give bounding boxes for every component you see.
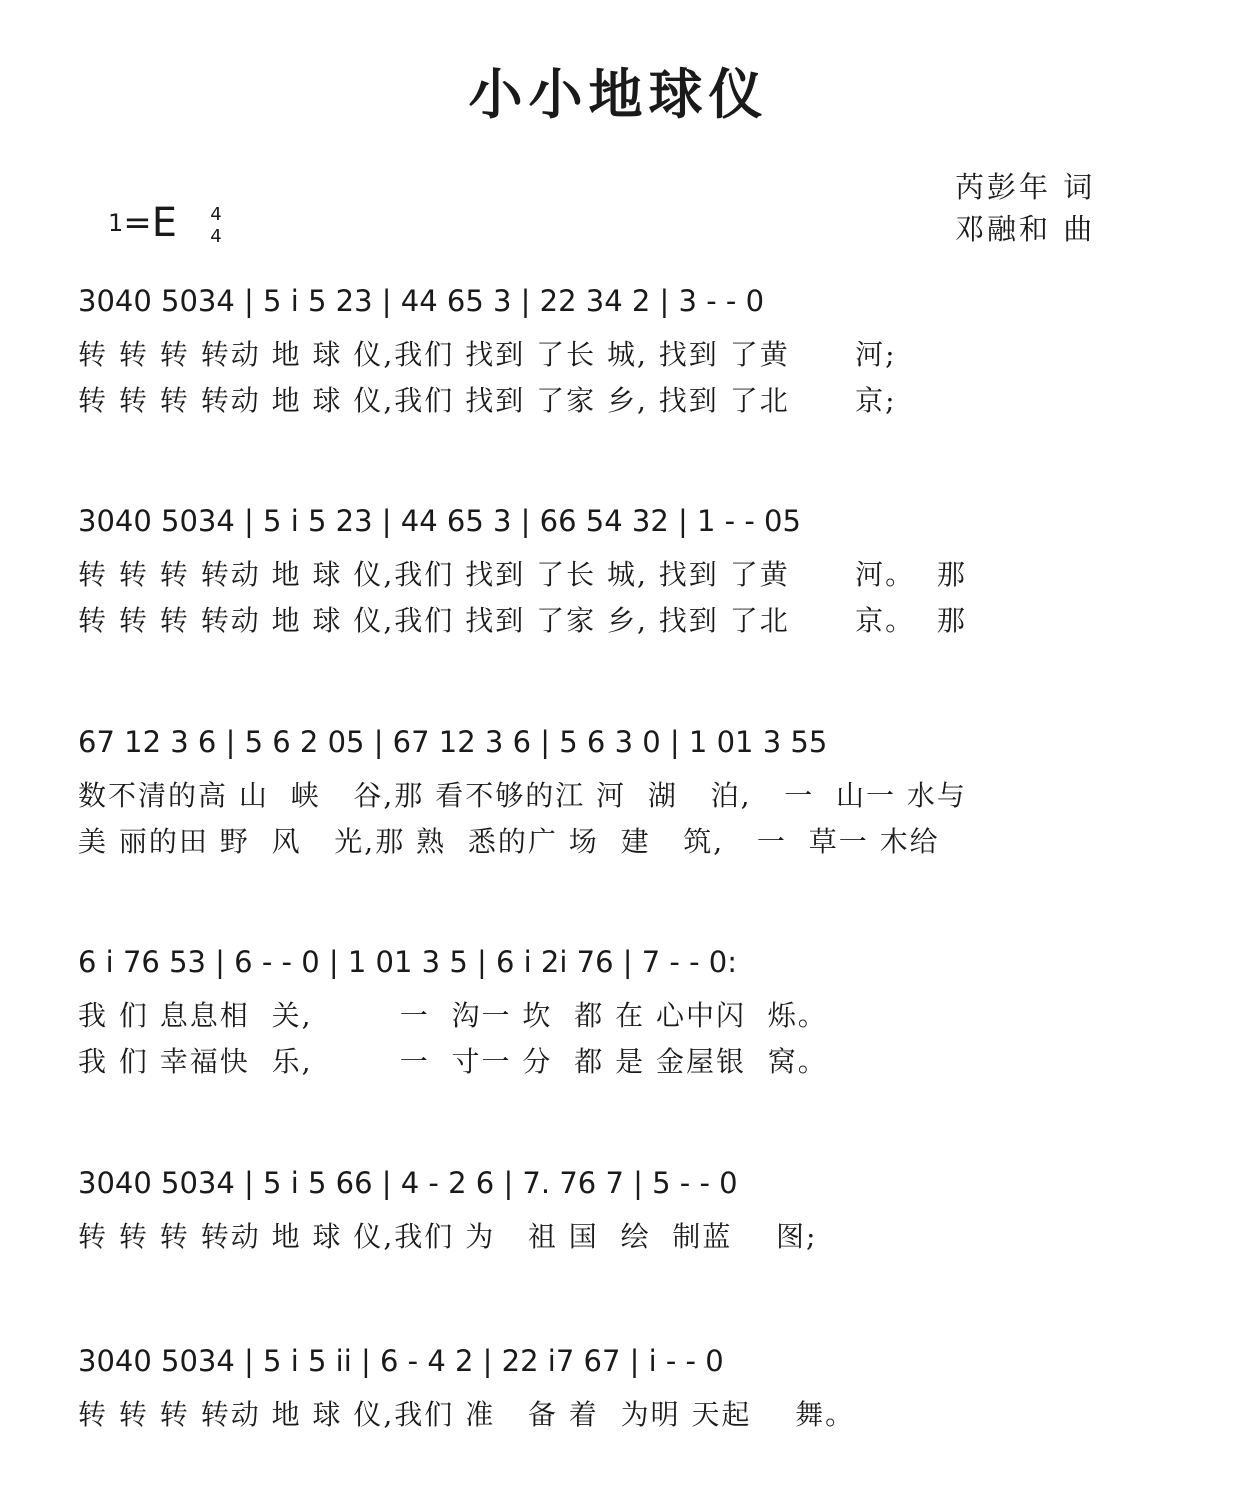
lyric-line-2: 美 丽的田 野 风 光,那 熟 悉的广 场 建 筑, 一 草一 木给 [78,825,940,858]
notation-line: 6 i 76 53 | 6 - - 0 | 1 01 3 5 | 6 i 2i 76 | 7 - - 0: [78,945,738,979]
lyric-line-2: 我 们 幸福快 乐, 一 寸一 分 都 是 金屋银 窝。 [78,1045,828,1078]
music-system-3 [78,711,1158,865]
lyric-line-2: 转 转 转 转动 地 球 仪,我们 找到 了家 乡, 找到 了北 京。 那 [78,604,967,637]
lyric-line-1: 转 转 转 转动 地 球 仪,我们 为 祖 国 绘 制蓝 图; [78,1220,818,1253]
notation-line: 3040 5034 | 5 i 5 ii | 6 - 4 2 | 22 i7 67 | i - - 0 [78,1344,724,1378]
music-system-1 [78,270,1158,424]
credits [955,166,1095,250]
time-bottom: 4 [210,226,222,247]
lyric-line-1: 数不清的高 山 峡 谷,那 看不够的江 河 湖 泊, 一 山一 水与 [78,779,967,812]
music-system-5 [78,1152,1158,1260]
notation-line: 3040 5034 | 5 i 5 66 | 4 - 2 6 | 7. 76 7 | 5 - - 0 [78,1166,738,1200]
lyricist-credit: 芮彭年 词 [955,170,1096,204]
lyric-line-2: 转 转 转 转动 地 球 仪,我们 找到 了家 乡, 找到 了北 京; [78,384,897,417]
time-signature [207,204,225,248]
music-system-2 [78,490,1158,644]
key-letter: E [151,200,178,246]
time-top: 4 [210,204,222,225]
key-signature [108,200,177,246]
lyric-line-1: 转 转 转 转动 地 球 仪,我们 找到 了长 城, 找到 了黄 河。 那 [78,558,967,591]
music-system-4 [78,931,1158,1085]
composer-credit: 邓融和 曲 [955,212,1096,246]
song-title: 小小地球仪 [468,62,769,126]
lyric-line-1: 转 转 转 转动 地 球 仪,我们 准 备 着 为明 天起 舞。 [78,1398,856,1431]
key-one: 1 [108,209,124,237]
notation-line: 3040 5034 | 5 i 5 23 | 44 65 3 | 22 34 2 | 3 - - 0 [78,284,765,318]
music-system-6 [78,1330,1158,1438]
lyric-line-1: 我 们 息息相 关, 一 沟一 坎 都 在 心中闪 烁。 [78,999,828,1032]
key-equals: = [123,203,152,243]
notation-line: 67 12 3 6 | 5 6 2 05 | 67 12 3 6 | 5 6 3 0 | 1 01 3 55 [78,725,828,759]
notation-line: 3040 5034 | 5 i 5 23 | 44 65 3 | 66 54 32 | 1 - - 05 [78,504,801,538]
lyric-line-1: 转 转 转 转动 地 球 仪,我们 找到 了长 城, 找到 了黄 河; [78,338,897,371]
